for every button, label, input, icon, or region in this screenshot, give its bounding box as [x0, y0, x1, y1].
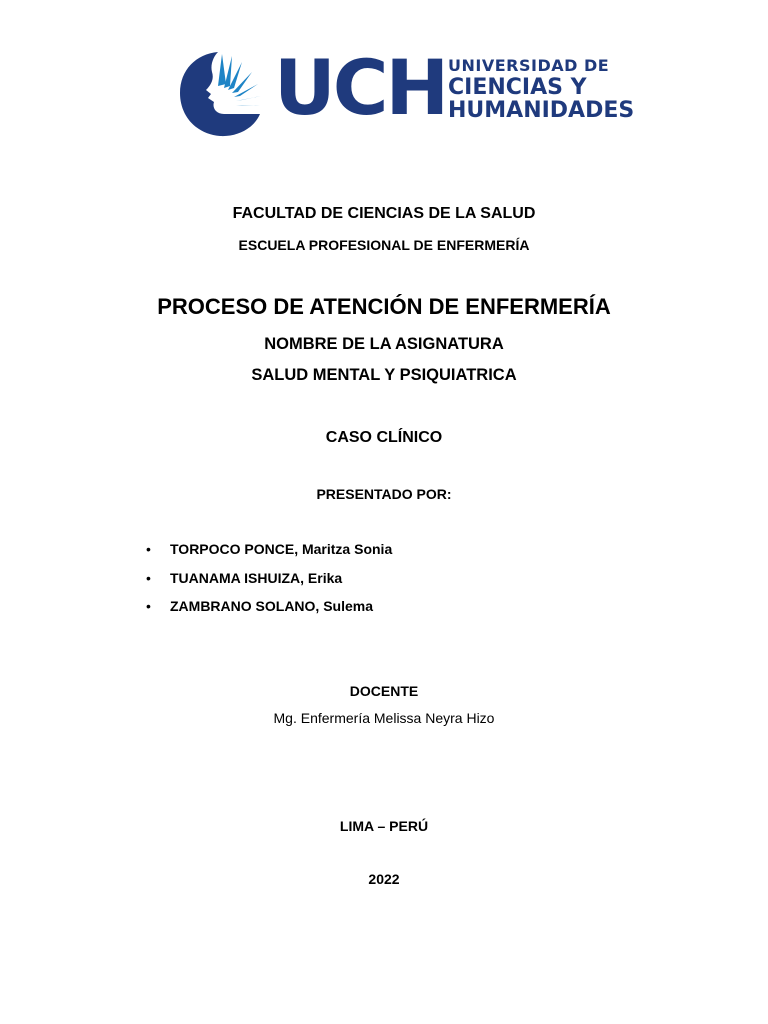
presented-by-label: PRESENTADO POR:	[316, 486, 452, 502]
student-given-name: Erika	[307, 569, 343, 586]
logo-wordmark	[448, 58, 634, 122]
case-heading: CASO CLÍNICO	[325, 429, 443, 446]
list-item	[146, 538, 392, 567]
logo-acronym: UCH	[274, 43, 447, 132]
logo-line-3: HUMANIDADES	[448, 98, 635, 123]
teacher-name: Mg. Enfermería Melissa Neyra Hizo	[273, 710, 495, 726]
school-heading: ESCUELA PROFESIONAL DE ENFERMERÍA	[238, 237, 530, 253]
faculty-heading: FACULTAD DE CIENCIAS DE LA SALUD	[232, 205, 536, 222]
course-name: SALUD MENTAL Y PSIQUIATRICA	[251, 366, 517, 384]
student-list	[146, 538, 392, 624]
place-line: LIMA – PERÚ	[339, 818, 429, 834]
student-surname: ZAMBRANO SOLANO,	[170, 598, 320, 614]
list-item	[146, 567, 392, 596]
student-given-name: Maritza Sonia	[301, 541, 393, 557]
document-title: PROCESO DE ATENCIÓN DE ENFERMERÍA	[157, 294, 611, 319]
student-surname: TUANAMA ISHUIZA,	[170, 569, 305, 586]
uch-emblem-icon	[178, 48, 262, 138]
university-logo	[178, 43, 638, 140]
student-surname: TORPOCO PONCE,	[170, 541, 299, 557]
year-line: 2022	[368, 871, 400, 887]
course-label: NOMBRE DE LA ASIGNATURA	[264, 335, 504, 353]
teacher-label: DOCENTE	[349, 683, 419, 699]
logo-line-1: UNIVERSIDAD DE	[448, 56, 610, 75]
logo-line-2: CIENCIAS Y	[448, 75, 587, 100]
student-given-name: Sulema	[323, 598, 374, 614]
list-item	[146, 595, 392, 624]
